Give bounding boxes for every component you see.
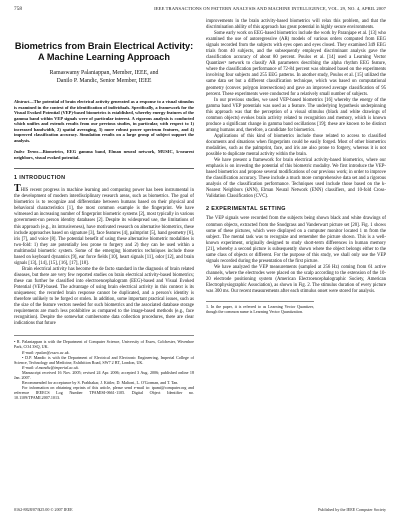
section-heading-experimental-setting: 2 EXPERIMENTAL SETTING [206,206,286,213]
right-paragraph-6: The VEP signals were recorded from the subjects being shown black and white drawings of common objects, extracted from the Snodgrass and Vanderwart picture set [20]. Fig. 1 shows some of these pictures, which were displayed on a computer monitor located 1 m from the subject. The mental task was to recognize and remember the picture shown. This is a well-known experiment, originally designed to study short-term differences in human memory [21], whereby a second picture is subsequently shown where the object belongs either to the same class of objects or different. For the purpose of this study, we shall only use the VEP signals recorded during the presentation of the first picture. [206,216,386,264]
right-paragraph-1: improvements in the brain activity-based biometrics will relax this problem, and that the discrimination ability of this approach has great potential in highly secure environments. [206,19,386,31]
footnote-recommended: Recommended for acceptance by S. Prabhakar, J. Kittler, D. Maltoni, L. O'Gorman, and T. Tan. [22,380,179,386]
author-block [14,70,194,85]
page-footer [14,507,386,512]
affiliation-footnotes [14,335,194,400]
right-paragraph-2: Some early work on EEG-based biometrics include the work by Paranjape et al. [13] who examined the use of autoregressive (AR) models of various orders computed from EEG signals recorded from the subjects with eyes open and eyes closed. They examined 349 EEG trials from 40 subjects, and the subsequently employed discriminant analysis gave the classification accuracy of about 80 percent. Poulos et al. [14] used a Learning Vector Quantizer¹ network to classify AR parameters describing the alpha rhythm EEG feature, where the classification performance of 72-84 percent was obtained based on the experiments involving four subjects and 255 EEG patterns. In another study, Poulos et al. [15] utilized the same data set but a different classification technique, which was based on computational geometry (convex polygon intersections) and gave an improved average classification of 95 percent. These experiments were conducted for a relatively small number of subjects. [206,31,386,97]
two-column-body [14,19,386,400]
footnote-author-2: • D.P. Mandic is with the Department of Electrical and Electronic Engineering, Imperial College of Science, Technology and Medicine, Exhibition Road, SW7 2 BT, London, UK. [14,354,194,365]
intro-paragraph-1-text: HIS recent progress in machine learning and computing power has been instrumental in the development of modern interdisciplinary research areas, such as biometrics. The goal of biometrics is to recognize and differentiate between humans based on their physical and behavioral characteristics [1], the most common example is the fingerprint. We have witnessed an increasing number of fingerprint biometric systems [2], most typically in various government-run person identity databases [2]. Despite its widespread use, the limitations of this approach (e.g., its intrusiveness), have motivated research on alternative biometrics, these include approaches based on signature [3], face features [4], palmprint [5], hand geometry [6], iris [7], and voice [8]. The potential benefit of using these alternative biometric modalities is two-fold: 1) they are potentially less prone to forgery and 2) they can be used within a multimodal biometric system. Some of the emerging biometrics techniques include those based on keyboard dynamics [9], ear force fields [10], heart signals [11], odor [12], and brain signals [13], [14], [15], [16], [17], [18]. [14,188,194,266]
intro-paragraph-2: Brain electrical activity has become the de facto standard in the diagnosis of brain related diseases, but there are very few reported studies on brain electrical activity-based biometrics; these can further be classified into electroencephalogram (EEG)-based and Visual Evoked Potential (VEP)-based. The advantage of using brain electrical activity in this context is its uniqueness; the recorded brain response cannot be duplicated, and a person's identity is therefore unlikely to be forged or stolen. In addition, some important practical issues, such as the size of the feature vectors needed for such biometrics and the associated database storage requirements are much less prohibitive as compared to the image-based methods (e.g., face recognition). Despite the somewhat cumbersome data collection procedures, there are clear indications that future [14,266,194,327]
page-number: 758 [14,6,23,12]
index-terms-text: —Biometrics, EEG gamma band, Elman neural network, MUSIC, k-nearest neighbors, visual evoked potential. [14,149,195,160]
drop-cap: T [14,183,21,195]
title-line-2: A Machine Learning Approach [37,52,171,62]
footnote-reprints: For information on obtaining reprints of this article, please send e-mail to: tpami@computer.org and reference IEEECS Log Number TPAMISI-0661-1105. Digital Object Identifier no. 10.1109/TPAMI.2007.1013. [14,385,194,401]
right-paragraph-3: In our previous studies, we used VEP-based biometrics [16] whereby the energy of the gamma band VEP potentials was used as a feature. The underlying hypothesis underpinning this approach was that the perception of a visual stimulus (black and white drawings of common objects) evokes brain activity related to recognition and memory, which is known produce a significant change in gamma band oscillations [19]; these are known to be distinct among humans and, therefore, a candidate for biometrics. [206,97,386,133]
right-column [206,19,386,400]
abstract [14,99,194,143]
footer-copyright: 0162-8828/07/$25.00 © 2007 IEEE [14,507,73,512]
journal-name: IEEE TRANSACTIONS ON PATTERN ANALYSIS AND MACHINE INTELLIGENCE, VOL. 29, NO. 4, APRIL 2007 [154,6,386,11]
author-line-2: Danilo P. Mandic, Senior Member, IEEE [56,77,152,84]
right-paragraph-7: We have analyzed the VEP measurements (sampled at 256 Hz) coming from 61 active channels, where the electrodes were placed on the scalp according to the extension of the 10-20 electrode positioning system (American Electroencephalographic Society, American Electrophysiographic Association), as shown in Fig. 2. The stimulus duration of every picture was 300 ms. Our recent measurements after each stimulus onset were stored for analysis. [206,264,386,295]
footnote-learning-vector: 1. In the paper, it is referred to as Learning Vector Quantizer, though the common name is Learning Vector Quantization. [206,301,314,314]
abstract-text: —The potential of brain electrical activity generated as a response to a visual stimulus is examined in the context of the identification of individuals. Specifically, a framework for the Visual Evoked Potential (VEP)-based biometrics is established, whereby energy features of the gamma band within VEP signals were of particular interest. A rigorous analysis is conducted which unifies and extends results from our previous studies, in particular, with respect to 1) increased bandwidth, 2) spatial averaging, 3) more robust power spectrum features, and 4) improved classification accuracy. Simulation results on a large group of subject support the analysis. [14,99,194,143]
paper-title [14,41,194,63]
divider [14,168,194,169]
title-line-1: Biometrics from Brain Electrical Activity: [14,41,194,51]
left-column [14,19,194,400]
right-paragraph-4: Applications of this kind of biometrics include those related to access to classified documents and situations when fingerprints could be easily forged. Most of other biometrics modalities, such as the palmprint, face, and iris are also prone to forgery, whereas it is not possible to duplicate mental activity within the brain. [206,133,386,158]
section-heading-introduction: 1 INTRODUCTION [14,175,66,182]
paper-page [14,6,386,512]
footnote-email-1: E-mail: rpalan@essex.ac.uk. [22,349,70,355]
footnote-manuscript: Manuscript received 16 Nov. 2005; revised 24 Apr. 2006; accepted 3 Aug. 2006; published online 18 Jan. 2007. [14,369,194,380]
footnote-email-2: E-mail: d.mandic@imperial.ac.uk. [22,364,80,370]
footer-publisher: Published by the IEEE Computer Society [318,507,386,512]
intro-paragraph-1 [14,185,194,267]
index-terms-label: Index Terms [14,149,39,155]
footnote-author-1: • R. Palaniappan is with the Department of Computer Science, University of Essex, Colchester, Wivenhoe Park, CO4 3SQ, UK. [14,339,194,350]
author-line-1: Ramaswamy Palaniappan, Member, IEEE, and [49,70,159,76]
right-paragraph-5: We have present a framework for brain electrical activity-based biometrics, where our emphasis is on investing the potential of this biometric modality. We first introduce the VEP-based biometrics and propose several modifications of our previous work; in order to improve the classification accuracy. These include a much more comprehensive data set and a rigorous analysis of the classification performance. Techniques used include those based on the k-Nearest Neighbors (kNN), Elman Neural Network (ENN) classifiers, and 10-fold Cross-Validation Classification (CVC). [206,158,386,200]
abstract-label: Abstract [14,99,30,105]
index-terms [14,149,194,160]
running-header [14,6,386,14]
